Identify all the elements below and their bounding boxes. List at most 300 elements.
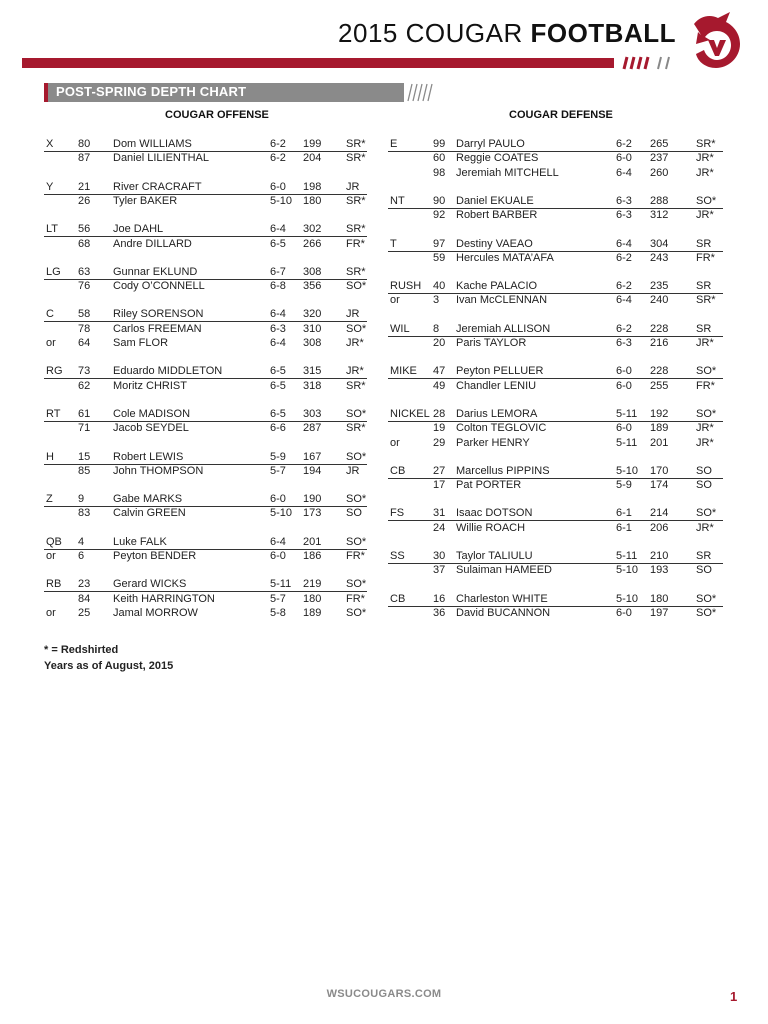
player-position: or: [46, 550, 56, 562]
player-weight: 180: [303, 194, 322, 207]
player-weight: 228: [650, 322, 669, 335]
defense-player-row: [388, 293, 723, 307]
player-number: 27: [433, 464, 446, 477]
offense-player-row: [44, 336, 367, 350]
player-year: SO: [346, 507, 362, 520]
player-year: SO*: [346, 535, 367, 548]
player-height: 6-7: [270, 265, 286, 278]
player-name: Darius LEMORA: [456, 407, 538, 420]
player-weight: 308: [303, 337, 322, 349]
player-weight: 235: [650, 280, 669, 293]
player-year: SO*: [346, 606, 367, 619]
player-name: Cole MADISON: [113, 407, 191, 420]
player-height: 6-2: [270, 152, 286, 165]
player-year: SO*: [346, 322, 367, 335]
player-height: 6-3: [616, 209, 632, 222]
player-height: 6-8: [270, 280, 286, 293]
player-number: 58: [78, 308, 91, 321]
defense-heading: COUGAR DEFENSE: [509, 109, 613, 121]
player-weight: 287: [303, 422, 322, 435]
player-weight: 315: [303, 365, 322, 378]
player-height: 6-0: [270, 180, 286, 193]
section-band-accent: [44, 83, 48, 102]
player-name: Ivan McCLENNAN: [456, 294, 548, 307]
player-weight: 190: [303, 493, 322, 506]
player-number: 15: [78, 450, 91, 463]
player-number: 78: [78, 322, 91, 335]
player-name: Joe DAHL: [113, 223, 164, 236]
player-weight: 216: [650, 337, 669, 349]
player-name: Robert LEWIS: [113, 450, 184, 463]
player-number: 61: [78, 407, 91, 420]
offense-player-row: [44, 307, 367, 322]
player-height: 6-0: [270, 493, 286, 506]
player-position: RUSH: [390, 280, 422, 293]
player-height: 5-10: [270, 507, 293, 520]
defense-player-row: [388, 322, 723, 337]
player-height: 6-2: [616, 322, 632, 335]
player-name: Luke FALK: [113, 535, 167, 548]
player-height: 5-10: [616, 564, 639, 577]
player-height: 5-11: [616, 550, 638, 562]
player-weight: 197: [650, 606, 669, 619]
player-name: Dom WILLIAMS: [113, 138, 192, 150]
player-height: 6-2: [270, 138, 286, 150]
player-name: Calvin GREEN: [113, 507, 186, 520]
footer-website: WSUCOUGARS.COM: [326, 988, 442, 1000]
defense-player-row: [388, 592, 723, 607]
defense-player-row: [388, 464, 723, 479]
player-weight: 255: [650, 379, 669, 392]
offense-player-row: [44, 549, 367, 563]
player-year: FR*: [696, 251, 715, 264]
player-weight: 214: [650, 507, 669, 520]
player-name: Destiny VAEAO: [456, 237, 533, 250]
player-height: 6-2: [616, 138, 632, 150]
player-height: 6-0: [616, 422, 632, 435]
player-number: 73: [78, 365, 91, 378]
offense-player-row: [44, 222, 367, 237]
offense-player-row: [44, 577, 367, 592]
player-number: 26: [78, 194, 91, 207]
player-year: SR*: [696, 294, 716, 307]
player-year: JR*: [696, 166, 714, 179]
player-number: 84: [78, 592, 91, 605]
player-name: Gerard WICKS: [113, 578, 187, 591]
player-year: JR*: [346, 365, 364, 378]
player-height: 6-4: [270, 308, 286, 321]
player-year: JR*: [696, 152, 714, 165]
player-name: Parker HENRY: [456, 436, 530, 449]
player-weight: 243: [650, 251, 669, 264]
player-weight: 193: [650, 564, 669, 577]
player-height: 5-7: [270, 464, 286, 477]
player-number: 68: [78, 237, 91, 250]
player-number: 47: [433, 365, 446, 378]
defense-player-row: [388, 237, 723, 252]
player-height: 5-10: [616, 464, 639, 477]
player-position: WIL: [390, 322, 410, 335]
player-number: 56: [78, 223, 91, 236]
player-weight: 237: [650, 152, 669, 165]
defense-player-row: [388, 606, 723, 620]
player-weight: 206: [650, 521, 669, 534]
player-name: Gunnar EKLUND: [113, 265, 198, 278]
player-height: 5-9: [616, 479, 632, 492]
player-height: 6-4: [616, 237, 632, 250]
player-year: JR: [346, 180, 360, 193]
offense-player-row: [44, 464, 367, 478]
defense-player-row: [388, 194, 723, 209]
player-year: SR: [696, 322, 712, 335]
player-number: 23: [78, 578, 91, 591]
player-year: JR: [346, 464, 360, 477]
player-weight: 201: [303, 535, 322, 548]
player-name: Moritz CHRIST: [113, 379, 187, 392]
offense-player-row: [44, 194, 367, 208]
player-position: SS: [390, 550, 405, 562]
player-name: Charleston WHITE: [456, 592, 548, 605]
player-name: River CRACRAFT: [113, 180, 202, 193]
player-height: 6-2: [616, 251, 632, 264]
player-height: 6-4: [616, 294, 632, 307]
player-height: 6-4: [270, 223, 286, 236]
player-name: Sulaiman HAMEED: [456, 564, 552, 577]
player-name: Marcellus PIPPINS: [456, 464, 550, 477]
player-weight: 167: [303, 450, 322, 463]
defense-player-row: [388, 279, 723, 294]
player-weight: 320: [303, 308, 322, 321]
player-weight: 210: [650, 550, 669, 562]
player-position: RG: [46, 365, 63, 378]
player-position: X: [46, 138, 54, 150]
player-number: 83: [78, 507, 91, 520]
section-title: POST-SPRING DEPTH CHART: [56, 84, 247, 99]
player-name: Kache PALACIO: [456, 280, 538, 293]
player-height: 6-4: [616, 166, 632, 179]
player-name: Peyton BENDER: [113, 550, 197, 562]
player-weight: 260: [650, 166, 669, 179]
player-height: 6-5: [270, 365, 286, 378]
player-weight: 170: [650, 464, 669, 477]
player-name: Robert BARBER: [456, 209, 538, 222]
player-year: SR*: [346, 194, 366, 207]
player-number: 29: [433, 436, 446, 449]
player-weight: 265: [650, 138, 669, 150]
player-year: SR*: [346, 379, 366, 392]
player-name: Jamal MORROW: [113, 606, 198, 619]
player-name: Jeremiah ALLISON: [456, 322, 551, 335]
player-weight: 186: [303, 550, 322, 562]
header-rule: [22, 58, 614, 68]
player-year: SR*: [696, 138, 716, 150]
player-number: 40: [433, 280, 446, 293]
offense-player-row: [44, 592, 367, 606]
player-number: 24: [433, 521, 446, 534]
player-name: Hercules MATA’AFA: [456, 251, 554, 264]
player-height: 6-0: [270, 550, 286, 562]
player-weight: 189: [650, 422, 669, 435]
player-name: Isaac DOTSON: [456, 507, 533, 520]
player-weight: 356: [303, 280, 322, 293]
footnote-redshirt: * = Redshirted: [44, 644, 119, 656]
offense-player-row: [44, 237, 367, 251]
header-title-prefix: 2015 COUGAR: [338, 18, 523, 48]
offense-player-row: [44, 450, 367, 465]
player-name: Riley SORENSON: [113, 308, 204, 321]
player-number: 63: [78, 265, 91, 278]
defense-player-row: [388, 549, 723, 564]
defense-player-row: [388, 151, 723, 165]
offense-player-row: [44, 421, 367, 435]
player-name: Gabe MARKS: [113, 493, 183, 506]
defense-player-row: [388, 421, 723, 435]
player-height: 5-11: [270, 578, 292, 591]
player-position: or: [46, 606, 56, 619]
player-position: Z: [46, 493, 53, 506]
player-year: SO*: [696, 592, 717, 605]
footnote-years: Years as of August, 2015: [44, 660, 174, 672]
defense-player-row: [388, 379, 723, 393]
player-position: RT: [46, 407, 61, 420]
player-weight: 304: [650, 237, 669, 250]
player-height: 6-5: [270, 407, 286, 420]
player-number: 60: [433, 152, 446, 165]
player-weight: 180: [650, 592, 669, 605]
player-name: Chandler LENIU: [456, 379, 537, 392]
player-weight: 192: [650, 407, 669, 420]
player-year: SO: [696, 564, 712, 577]
player-year: SO*: [346, 280, 367, 293]
player-weight: 180: [303, 592, 322, 605]
player-name: Andre DILLARD: [113, 237, 192, 250]
player-name: Taylor TALIULU: [456, 550, 533, 562]
player-height: 5-7: [270, 592, 286, 605]
player-position: CB: [390, 592, 406, 605]
player-name: Keith HARRINGTON: [113, 592, 215, 605]
player-year: JR*: [696, 209, 714, 222]
offense-player-row: [44, 279, 367, 293]
player-weight: 174: [650, 479, 669, 492]
player-number: 49: [433, 379, 446, 392]
player-height: 6-0: [616, 606, 632, 619]
player-weight: 189: [303, 606, 322, 619]
player-name: Reggie COATES: [456, 152, 539, 165]
player-number: 20: [433, 337, 446, 349]
player-name: Darryl PAULO: [456, 138, 525, 150]
player-number: 9: [78, 493, 85, 506]
player-number: 97: [433, 237, 446, 250]
player-weight: 318: [303, 379, 322, 392]
player-weight: 204: [303, 152, 322, 165]
player-year: JR*: [696, 337, 714, 349]
player-position: Y: [46, 180, 54, 193]
player-name: Paris TAYLOR: [456, 337, 527, 349]
player-name: Eduardo MIDDLETON: [113, 365, 223, 378]
offense-player-row: [44, 364, 367, 379]
player-number: 87: [78, 152, 91, 165]
offense-player-row: [44, 180, 367, 195]
offense-player-row: [44, 379, 367, 393]
player-position: T: [390, 237, 397, 250]
player-number: 80: [78, 138, 91, 150]
player-year: FR*: [346, 592, 365, 605]
player-year: FR*: [346, 550, 365, 562]
player-weight: 199: [303, 138, 322, 150]
player-weight: 310: [303, 322, 322, 335]
defense-player-row: [388, 521, 723, 535]
player-name: Cody O’CONNELL: [113, 280, 205, 293]
player-number: 28: [433, 407, 446, 420]
player-number: 59: [433, 251, 446, 264]
player-position: NT: [390, 194, 405, 207]
player-height: 6-3: [616, 194, 632, 207]
player-year: JR*: [696, 521, 714, 534]
player-position: RB: [46, 578, 62, 591]
player-height: 6-4: [270, 535, 286, 548]
player-number: 76: [78, 280, 91, 293]
offense-player-row: [44, 322, 367, 336]
defense-player-row: [388, 251, 723, 265]
player-name: Pat PORTER: [456, 479, 522, 492]
player-height: 5-10: [616, 592, 639, 605]
player-name: Sam FLOR: [113, 337, 169, 349]
player-position: LG: [46, 265, 61, 278]
player-year: SO*: [696, 194, 717, 207]
page-number: 1: [730, 989, 738, 1004]
defense-player-row: [388, 137, 723, 152]
defense-player-row: [388, 364, 723, 379]
player-position: H: [46, 450, 54, 463]
player-weight: 302: [303, 223, 322, 236]
player-number: 71: [78, 422, 91, 435]
player-number: 98: [433, 166, 446, 179]
player-height: 5-11: [616, 407, 638, 420]
player-position: E: [390, 138, 398, 150]
cougar-head-logo-icon: [688, 10, 744, 70]
player-weight: 201: [650, 436, 669, 449]
player-year: FR*: [346, 237, 365, 250]
player-number: 16: [433, 592, 446, 605]
player-name: Carlos FREEMAN: [113, 322, 202, 335]
player-year: SO*: [696, 606, 717, 619]
player-height: 5-8: [270, 606, 286, 619]
player-year: SO: [696, 464, 712, 477]
header-slash-decoration: [620, 56, 670, 70]
player-number: 85: [78, 464, 91, 477]
player-number: 30: [433, 550, 446, 562]
band-slash-decoration: [406, 83, 436, 102]
player-weight: 303: [303, 407, 322, 420]
player-number: 4: [78, 535, 85, 548]
offense-player-row: [44, 137, 367, 152]
player-number: 8: [433, 322, 440, 335]
player-year: JR*: [696, 436, 714, 449]
player-weight: 288: [650, 194, 669, 207]
defense-player-row: [388, 336, 723, 350]
player-name: David BUCANNON: [456, 606, 551, 619]
defense-player-row: [388, 506, 723, 521]
player-name: Jacob SEYDEL: [113, 422, 189, 435]
player-year: SO: [696, 479, 712, 492]
player-number: 37: [433, 564, 446, 577]
player-year: SR*: [346, 265, 366, 278]
player-year: JR*: [696, 422, 714, 435]
player-number: 90: [433, 194, 446, 207]
player-number: 92: [433, 209, 446, 222]
offense-player-row: [44, 535, 367, 550]
player-height: 6-0: [616, 379, 632, 392]
player-year: SR*: [346, 138, 366, 150]
player-name: Willie ROACH: [456, 521, 526, 534]
player-height: 6-4: [270, 337, 286, 349]
player-number: 64: [78, 337, 91, 349]
player-number: 6: [78, 550, 85, 562]
player-weight: 194: [303, 464, 322, 477]
player-position: NICKEL: [390, 407, 430, 420]
player-year: SO*: [696, 365, 717, 378]
player-weight: 240: [650, 294, 669, 307]
player-weight: 219: [303, 578, 322, 591]
player-height: 6-0: [616, 152, 632, 165]
player-weight: 308: [303, 265, 322, 278]
player-weight: 228: [650, 365, 669, 378]
player-year: JR: [346, 308, 360, 321]
player-number: 31: [433, 507, 446, 520]
player-name: Daniel LILIENTHAL: [113, 152, 209, 165]
player-height: 6-6: [270, 422, 286, 435]
player-year: SR: [696, 237, 712, 250]
defense-player-row: [388, 166, 723, 180]
player-position: or: [390, 436, 400, 449]
offense-player-row: [44, 606, 367, 620]
player-position: C: [46, 308, 54, 321]
player-height: 6-1: [616, 507, 632, 520]
player-year: SO*: [696, 407, 717, 420]
player-number: 3: [433, 294, 440, 307]
player-weight: 198: [303, 180, 322, 193]
player-height: 5-9: [270, 450, 286, 463]
player-year: SO*: [346, 578, 367, 591]
player-height: 6-2: [616, 280, 632, 293]
offense-player-row: [44, 265, 367, 280]
player-position: QB: [46, 535, 62, 548]
player-year: SR*: [346, 223, 366, 236]
offense-player-row: [44, 407, 367, 422]
player-weight: 173: [303, 507, 322, 520]
player-position: or: [46, 337, 56, 349]
player-number: 19: [433, 422, 446, 435]
player-position: or: [390, 294, 400, 307]
player-number: 17: [433, 479, 446, 492]
player-name: John THOMPSON: [113, 464, 204, 477]
player-year: SR: [696, 280, 712, 293]
player-position: LT: [46, 223, 59, 236]
player-height: 6-5: [270, 237, 286, 250]
defense-player-row: [388, 208, 723, 222]
player-name: Tyler BAKER: [113, 194, 178, 207]
offense-heading: COUGAR OFFENSE: [165, 109, 269, 121]
player-year: SO*: [696, 507, 717, 520]
section-title-band: [44, 83, 404, 102]
player-year: JR*: [346, 337, 364, 349]
offense-player-row: [44, 492, 367, 507]
player-height: 5-10: [270, 194, 293, 207]
offense-player-row: [44, 506, 367, 520]
player-name: Jeremiah MITCHELL: [456, 166, 559, 179]
header-title-bold: FOOTBALL: [530, 18, 676, 48]
defense-player-row: [388, 478, 723, 492]
